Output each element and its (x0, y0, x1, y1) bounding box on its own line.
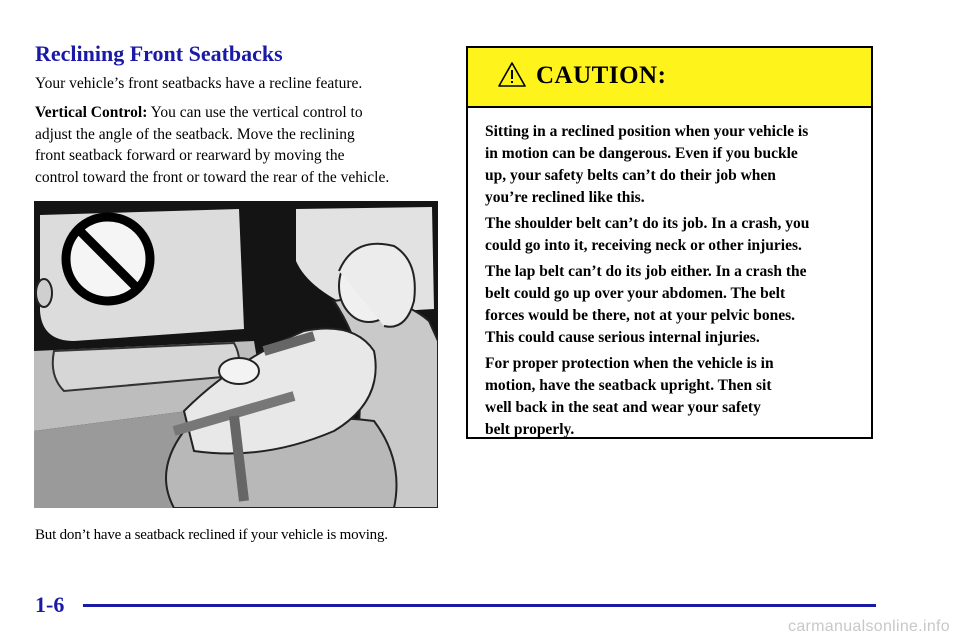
watermark: carmanualsonline.info (788, 618, 950, 635)
vertical-control-line-4: control toward the front or toward the rear of the vehicle. (35, 168, 390, 186)
vertical-control-line-1: Vertical Control: You can use the vertical control to (35, 104, 363, 121)
vertical-control-line-2: adjust the angle of the seatback. Move the reclining (35, 125, 355, 143)
reclined-warning-note: But don’t have a seatback reclined if your vehicle is moving. (35, 527, 388, 543)
footer-rule (83, 604, 876, 607)
caution-label: CAUTION: (536, 62, 667, 89)
caution-paragraph: For proper protection when the vehicle is in motion, have the seatback upright. Then sit well back in the seat and wear your safety belt properly. (485, 355, 774, 438)
caution-box (466, 46, 873, 439)
vertical-control-line-3: front seatback forward or rearward by moving the (35, 147, 345, 164)
vertical-control-paragraph (35, 102, 445, 188)
caution-paragraph: The lap belt can’t do its job either. In a crash the belt could go up over your abdomen. The belt forces would be there, not at your pelvic bones. This could cause serious internal injuries. (485, 263, 807, 346)
intro-paragraph: Your vehicle’s front seatbacks have a recline feature. (35, 75, 363, 92)
caution-body (468, 108, 871, 441)
no-symbol-icon (66, 217, 150, 301)
vertical-control-label: Vertical Control: (35, 104, 148, 121)
reclined-seat-illustration (34, 201, 438, 508)
caution-paragraph: The shoulder belt can’t do its job. In a crash, you could go into it, receiving neck or other injuries. (485, 215, 810, 254)
warning-triangle-icon (497, 61, 527, 88)
section-title: Reclining Front Seatbacks (35, 41, 283, 66)
page-number: 1-6 (35, 592, 65, 617)
reclined-passenger-image (34, 201, 438, 508)
caution-header (468, 48, 871, 108)
caution-paragraph: Sitting in a reclined position when your vehicle is in motion can be dangerous. Even if you buckle up, your safety belts can’t do their job when you’re reclined like this. (485, 123, 809, 206)
